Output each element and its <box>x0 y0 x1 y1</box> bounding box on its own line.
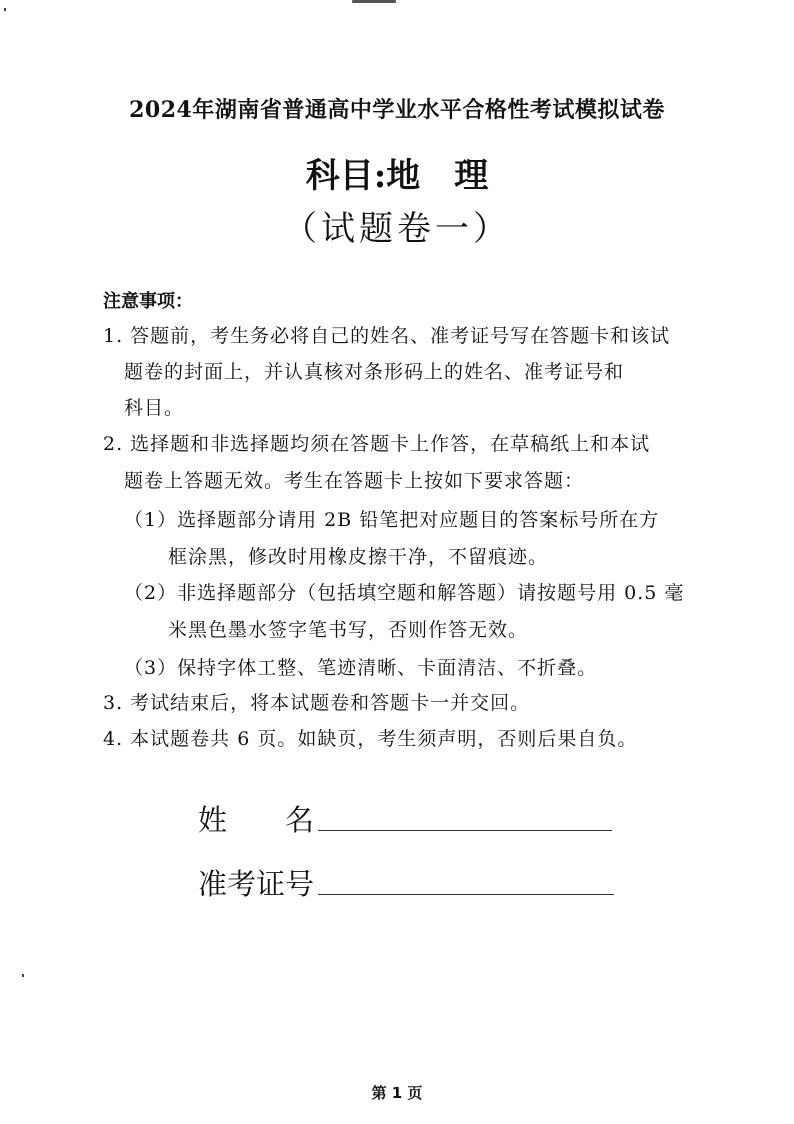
note-line: （3）保持字体工整、笔迹清晰、卡面清洁、不折叠。 <box>124 657 598 679</box>
id-field-line[interactable] <box>318 894 614 895</box>
page-number: 第 1 页 <box>371 1084 423 1102</box>
subject-title: 科目:地 理 <box>305 156 489 196</box>
note-line: 1. 答题前，考生务必将自己的姓名、准考证号写在答题卡和该试 <box>103 325 671 347</box>
note-line: 题卷的封面上，并认真核对条形码上的姓名、准考证号和 <box>124 361 625 383</box>
volume-label: （试题卷一） <box>283 209 511 249</box>
note-line: 题卷上答题无效。考生在答题卡上按如下要求答题： <box>124 470 585 492</box>
note-line: 米黑色墨水签字笔书写，否则作答无效。 <box>168 619 529 641</box>
note-line: （1）选择题部分请用 2B 铅笔把对应题目的答案标号所在方 <box>124 509 660 531</box>
note-line: 4. 本试题卷共 6 页。如缺页，考生须声明，否则后果自负。 <box>103 728 638 750</box>
scan-artifact-top <box>352 0 396 3</box>
name-field-line[interactable] <box>318 830 612 831</box>
scan-artifact-dot <box>22 974 24 977</box>
scan-artifact-dot <box>4 8 6 11</box>
name-field-label: 姓 名 <box>198 803 315 837</box>
note-line: 3. 考试结束后，将本试题卷和答题卡一并交回。 <box>103 692 531 714</box>
id-field-label: 准考证号 <box>198 867 315 901</box>
note-line: 框涂黑，修改时用橡皮擦干净，不留痕迹。 <box>168 546 549 568</box>
note-line: 2. 选择题和非选择题均须在答题卡上作答，在草稿纸上和本试 <box>103 433 651 455</box>
note-line: 科目。 <box>124 397 185 419</box>
exam-title: 2024年湖南省普通高中学业水平合格性考试模拟试卷 <box>129 97 665 123</box>
note-line: （2）非选择题部分（包括填空题和解答题）请按题号用 0.5 毫 <box>124 582 685 604</box>
notes-heading: 注意事项： <box>103 291 193 312</box>
